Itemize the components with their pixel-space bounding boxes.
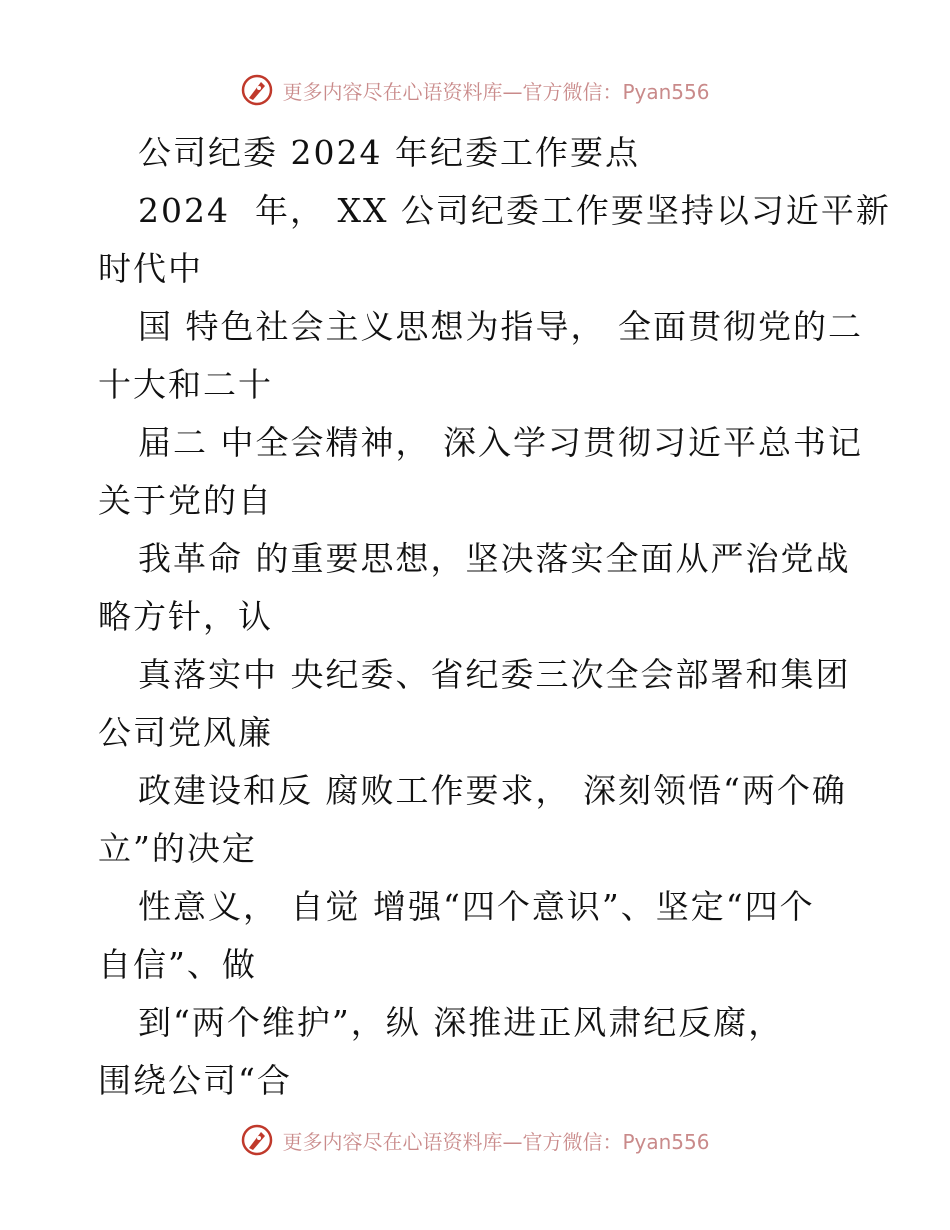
paragraph-line: 关于党的自	[98, 481, 273, 520]
paragraph-line: 公司党风廉	[98, 713, 273, 752]
header-banner	[0, 70, 950, 110]
paragraph-line: 国 特色社会主义思想为指导， 全面贯彻党的二	[138, 307, 863, 346]
paragraph-line: 性意义， 自觉 增强“四个意识”、坚定“四个	[138, 887, 815, 926]
paragraph-line: 我革命 的重要思想，坚决落实全面从严治党战	[138, 539, 851, 578]
paragraph-line: 政建设和反 腐败工作要求， 深刻领悟“两个确	[138, 771, 847, 810]
paragraph-line: 十大和二十	[98, 365, 273, 404]
document-title: 公司纪委 2024 年纪委工作要点	[138, 133, 640, 172]
paragraph-line: 略方针，认	[98, 597, 273, 636]
paragraph-line: 自信”、做	[98, 945, 257, 984]
paragraph-line: 立”的决定	[98, 829, 257, 868]
paragraph-line: 围绕公司“合	[98, 1061, 292, 1100]
paragraph-line: 届二 中全会精神， 深入学习贯彻习近平总书记	[138, 423, 863, 462]
paragraph-line: 到“两个维护”，纵 深推进正风肃纪反腐，	[138, 1003, 784, 1042]
footer-banner-text: 更多内容尽在心语资料库—官方微信：Pyan556	[282, 1129, 710, 1154]
header-banner-text: 更多内容尽在心语资料库—官方微信：Pyan556	[282, 79, 710, 104]
paragraph-line: 2024 年， XX 公司纪委工作要坚持以习近平新	[138, 191, 891, 230]
paragraph-line: 真落实中 央纪委、省纪委三次全会部署和集团	[138, 655, 851, 694]
footer-banner	[0, 1120, 950, 1160]
paragraph-line: 时代中	[98, 249, 203, 288]
pen-nib-logo-icon	[240, 73, 274, 107]
pen-nib-logo-icon	[240, 1123, 274, 1157]
document-body	[98, 124, 891, 1110]
